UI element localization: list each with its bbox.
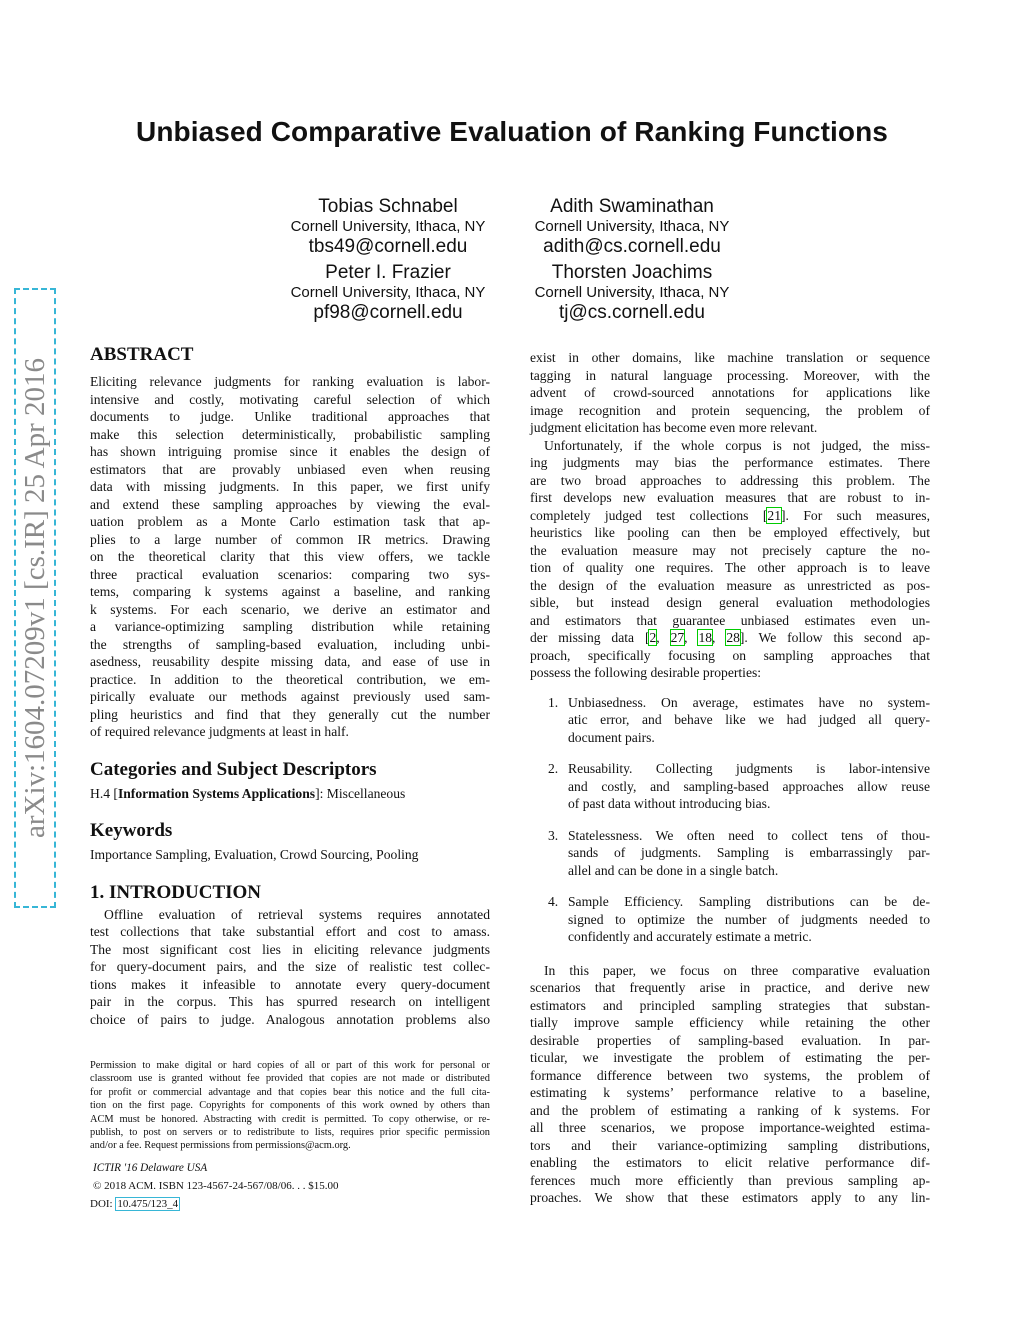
text-line: and costly, and sampling-based approaches allow reuse — [568, 778, 930, 794]
text-line: exist in other domains, like machine translation or sequence — [530, 350, 930, 365]
text-line: advent of crowd-sourced annotations for applications like — [530, 385, 930, 400]
author-name: Peter I. Frazier — [325, 262, 451, 283]
paragraph — [530, 437, 930, 682]
text-line: documents to judge. Unlike traditional approaches that — [90, 409, 490, 424]
author-block — [268, 196, 508, 258]
properties-list — [530, 694, 930, 946]
arxiv-identifier-link[interactable]: arXiv:1604.07209v1 [cs.IR] 25 Apr 2016 — [14, 288, 56, 908]
right-column — [530, 349, 930, 1207]
category-name: Information Systems Applications — [117, 785, 316, 801]
text-line: estimators and principled sampling strategies that substan- — [530, 997, 930, 1013]
author-email: tbs49@cornell.edu — [308, 236, 468, 257]
citation-link[interactable]: 2 — [649, 630, 657, 645]
text-line: atic error, and behave like we had judged all query- — [568, 712, 930, 727]
text-line: classroom use is granted without fee provided that copies are not made or distributed — [90, 1073, 490, 1085]
text-line: practice. In addition to the theoretical contribution, we em- — [90, 671, 490, 687]
text-line: proach, specifically focusing on sampling approaches that — [530, 647, 930, 663]
citation-link[interactable]: 18 — [698, 630, 713, 645]
text-line: The most significant cost lies in eliciting relevance judgments — [90, 941, 490, 957]
permission-text — [90, 1059, 490, 1153]
copyright: © 2018 ACM. ISBN 123-4567-24-567/08/06. . . $15.00 — [93, 1179, 339, 1192]
category-code: H.4 [ — [90, 785, 118, 801]
text-line: tions makes it infeasible to annotate every query-document — [90, 976, 490, 992]
text-line: publish, to post on servers or to redistribute to lists, requires prior specific permission — [90, 1127, 490, 1139]
list-item — [530, 827, 930, 880]
author-name: Thorsten Joachims — [551, 262, 713, 283]
text-line: all three scenarios, we propose importance-weighted estima- — [530, 1120, 930, 1135]
text-line: estimating k systems’ performance relative to a baseline, — [530, 1085, 930, 1100]
text-line: pling heuristics and find that they generally cut the number — [90, 706, 490, 722]
text-line: the evaluation measure may not precisely capture the no- — [530, 542, 930, 558]
author-block — [268, 262, 508, 324]
doi-line — [90, 1195, 490, 1213]
text-line: Unfortunately, if the whole corpus is not judged, the miss- — [544, 437, 930, 453]
text-line: pirically evaluate our methods against previously used sam- — [90, 689, 490, 704]
text-line: test collections that take substantial effort and cost to amass. — [90, 924, 490, 939]
text-line: allel and can be done in a single batch. — [568, 862, 779, 878]
introduction-heading: 1. INTRODUCTION — [90, 881, 262, 903]
author-email: adith@cs.cornell.edu — [543, 236, 721, 257]
category-rest: ]: Miscellaneous — [315, 785, 406, 801]
categories-heading: Categories and Subject Descriptors — [90, 758, 377, 780]
venue: ICTIR '16 Delaware USA — [93, 1161, 208, 1174]
text-line: the design of the evaluation measure as unrestricted as pos- — [530, 577, 930, 593]
text-line: of past data without introducing bias. — [568, 796, 771, 811]
paper-title: Unbiased Comparative Evaluation of Ranking Functions — [136, 116, 888, 147]
text-line: Permission to make digital or hard copies of all or part of this work for personal or — [90, 1060, 490, 1071]
text-line: tially improve sample efficiency while retaining the other — [530, 1015, 930, 1030]
citation-link[interactable]: 21 — [767, 507, 781, 523]
text-line: the strengths of sampling-based evaluation, including unbi- — [90, 636, 490, 652]
list-number: 1. — [548, 694, 559, 710]
text-line: ing judgments may bias the performance estimates. There — [530, 455, 930, 470]
author-email: tj@cs.cornell.edu — [558, 302, 706, 323]
text-line: uation problem as a Monte Carlo estimation task that ap- — [90, 514, 490, 529]
doi-label: DOI: — [90, 1197, 116, 1210]
list-item — [530, 893, 930, 946]
text-line: document pairs. — [568, 729, 655, 745]
author-affiliation: Cornell University, Ithaca, NY — [290, 284, 486, 301]
text-line: Offline evaluation of retrieval systems requires annotated — [104, 906, 490, 922]
author-name: Adith Swaminathan — [550, 196, 714, 217]
text-line: asedness, reusability despite missing data, and ease of use in — [90, 654, 490, 669]
text-line: Eliciting relevance judgments for ranking evaluation is labor- — [90, 374, 490, 389]
text-line: heuristics like pooling can then be employed effectively, but — [530, 525, 930, 540]
author-name: Tobias Schnabel — [318, 196, 458, 217]
author-affiliation: Cornell University, Ithaca, NY — [534, 218, 730, 235]
text-line: tion on the first page. Copyrights for components of this work owned by others than — [90, 1100, 490, 1112]
text-line: intensive and costly, motivating careful selection of which — [90, 391, 490, 407]
text-line: and/or a fee. Request permissions from permissions@acm.org. — [90, 1140, 351, 1152]
permission-block — [90, 1059, 490, 1213]
text-line: for profit or commercial advantage and that copies bear this notice and the full cita- — [90, 1086, 490, 1098]
text-line: and the problem of estimating a ranking of k systems. For — [530, 1102, 930, 1118]
text-line: enabling the estimators to elicit relative performance dif- — [530, 1155, 930, 1170]
text-line: on the theoretical clarity that this view offers, we tackle — [90, 549, 490, 564]
text-line: ferences much more efficiently than previous sampling ap- — [530, 1172, 930, 1188]
paragraph — [530, 962, 930, 1207]
text-line: Unbiasedness. On average, estimates have no system- — [568, 694, 930, 710]
text-line: sible, but instead design general evaluation methodologies — [530, 595, 930, 610]
text-line: a variance-optimizing sampling distribution while retaining — [90, 619, 490, 634]
text-line: Reusability. Collecting judgments is labor-intensive — [568, 761, 930, 776]
introduction-body — [90, 906, 490, 1029]
text-line: estimators that are provably unbiased even when reusing — [90, 461, 490, 477]
categories-text — [90, 785, 490, 803]
text-line: three practical evaluation scenarios: comparing two sys- — [90, 566, 490, 582]
text-line: desirable properties of sampling-based evaluation. In par- — [530, 1032, 930, 1048]
author-email: pf98@cornell.edu — [313, 302, 463, 323]
text-line: possess the following desirable properties: — [530, 665, 762, 680]
text-line: ticular, we investigate the problem of estimating the per- — [530, 1050, 930, 1065]
doi-link[interactable]: 10.475/123_4 — [117, 1197, 179, 1210]
list-item — [530, 694, 930, 747]
text-line: plies to a large number of common IR metrics. Drawing — [90, 531, 490, 547]
text-line: and estimators that guarantee unbiased estimates even un- — [530, 612, 930, 628]
list-item — [530, 760, 930, 813]
citation-link[interactable]: 28 — [726, 630, 740, 645]
text-line: sands of judgments. Sampling is embarrassingly par- — [568, 845, 930, 860]
text-line: of required relevance judgments at least in half. — [90, 724, 349, 739]
text-line: judgment elicitation has become even more relevant. — [530, 420, 818, 435]
text-line: der missing data [2, 27, 18, 28]. We follow this second ap- — [530, 630, 931, 645]
text-line: tems, comparing k systems against a baseline, and ranking — [90, 584, 490, 599]
author-block — [512, 196, 752, 258]
text-line: has shown intriguing promise since it enables the design of — [90, 444, 490, 459]
text-line: proaches. We show that these estimators apply to any lin- — [530, 1190, 930, 1205]
text-line: completely judged test collections [21]. For such measures, — [530, 507, 930, 523]
abstract-body — [90, 373, 490, 741]
author-affiliation: Cornell University, Ithaca, NY — [290, 218, 486, 235]
text-line: and extend these sampling approaches by viewing the eval- — [90, 496, 490, 512]
text-line: tors and their variance-optimizing sampling distributions, — [530, 1137, 930, 1153]
keywords-heading: Keywords — [90, 820, 173, 841]
author-affiliation: Cornell University, Ithaca, NY — [534, 284, 730, 301]
text-line: In this paper, we focus on three comparative evaluation — [544, 962, 930, 978]
text-line: are two broad approaches to addressing this problem. The — [530, 472, 930, 488]
abstract-heading: ABSTRACT — [90, 344, 194, 365]
citation-link[interactable]: 27 — [670, 630, 685, 645]
text-line: choice of pairs to judge. Analogous annotation problems also — [90, 1011, 490, 1027]
text-line: signed to optimize the number of judgments needed to — [568, 911, 930, 927]
text-line: confidently and accurately estimate a metric. — [568, 929, 812, 944]
text-line: Statelessness. We often need to collect tens of thou- — [568, 827, 930, 843]
text-line: scenarios that frequently arise in practice, and derive new — [530, 980, 930, 995]
text-line: pair in the corpus. This has spurred research on intelligent — [90, 994, 490, 1009]
text-line: data with missing judgments. In this paper, we first unify — [90, 479, 490, 494]
paragraph — [530, 349, 930, 437]
text-line: for query-document pairs, and the size of realistic test collec- — [90, 959, 490, 974]
text-line: tagging in natural language processing. Moreover, with the — [530, 367, 930, 383]
text-line: ACM must be honored. Abstracting with credit is permitted. To copy otherwise, or re- — [90, 1113, 490, 1125]
author-block — [512, 262, 752, 324]
list-number: 3. — [548, 827, 559, 843]
text-line: formance difference between two systems, the problem of — [530, 1067, 930, 1083]
list-number: 2. — [548, 761, 559, 776]
text-line: tion of quality one requires. The other approach is to leave — [530, 560, 930, 575]
list-number: 4. — [548, 894, 559, 909]
text-line: Sample Efficiency. Sampling distributions can be de- — [568, 894, 930, 909]
text-line: make this selection deterministically, probabilistic sampling — [90, 426, 490, 442]
keywords-text: Importance Sampling, Evaluation, Crowd Sourcing, Pooling — [90, 847, 419, 862]
text-line: first develops new evaluation measures that are robust to in- — [530, 490, 930, 505]
text-line: image recognition and protein sequencing, the problem of — [530, 402, 930, 418]
left-column — [90, 344, 490, 1028]
text-line: k systems. For each scenario, we derive an estimator and — [90, 601, 490, 617]
